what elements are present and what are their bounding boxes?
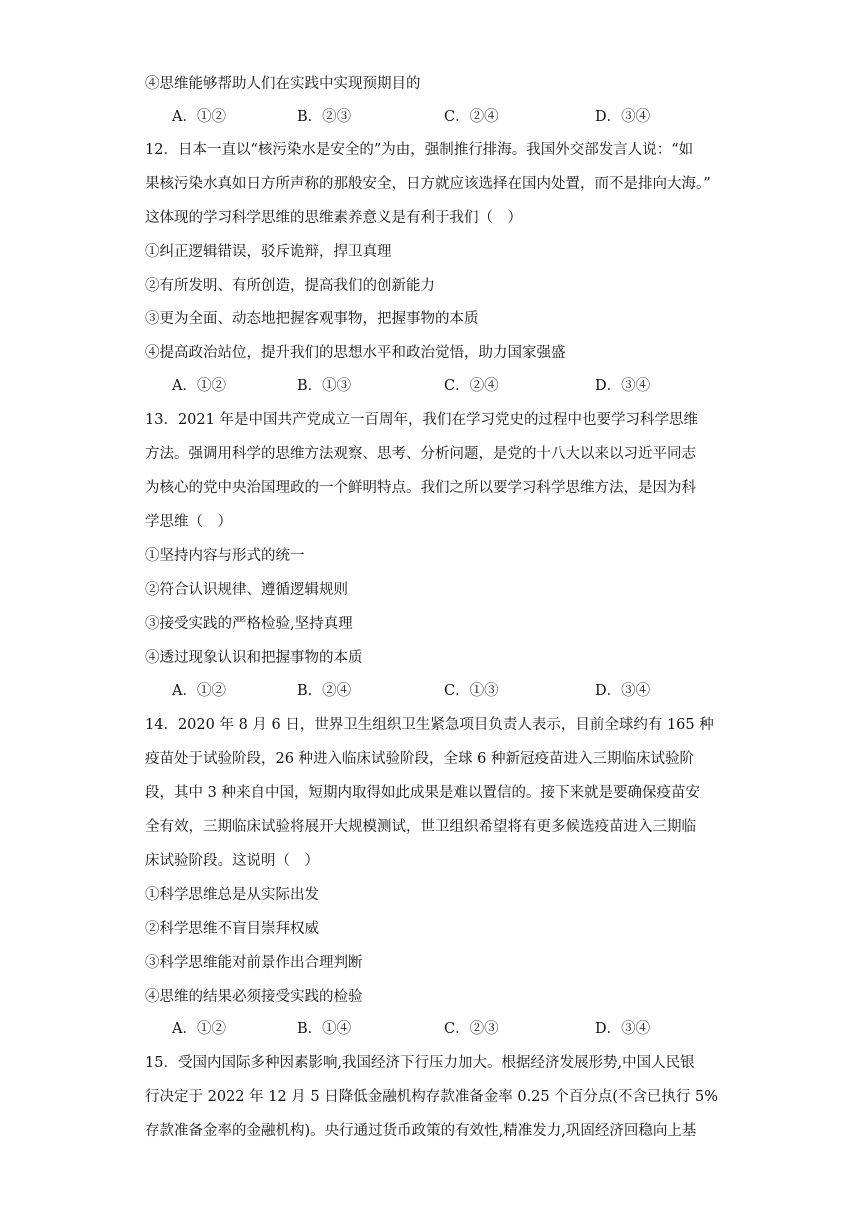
q13-options — [172, 681, 692, 701]
q11-item-4: ④思维能够帮助人们在实践中实现预期目的 — [145, 76, 421, 92]
q13-stem-line: 13．2021 年是中国共产党成立一百周年，我们在学习党史的过程中也要学习科学思维 — [145, 412, 698, 428]
q14-item-3: ③科学思维能对前景作出合理判断 — [145, 955, 363, 971]
q11-option-b: B．②③ — [297, 109, 352, 125]
q11-options — [172, 107, 692, 127]
q12-stem-line: 12．日本一直以“核污染水是安全的”为由，强制推行排海。我国外交部发言人说：“如 — [145, 142, 694, 158]
q13-option-d: D．③④ — [595, 683, 651, 699]
q12-option-d: D．③④ — [595, 378, 651, 394]
q14-options — [172, 1019, 692, 1039]
q14-stem-line: 床试验阶段。这说明（ ） — [145, 853, 319, 869]
q15-stem-line: 行决定于 2022 年 12 月 5 日降低金融机构存款准备金率 0.25 个百分点(不含已执行 5% — [145, 1089, 719, 1105]
q14-stem-line: 疫苗处于试验阶段，26 种进入临床试验阶段，全球 6 种新冠疫苗进入三期临床试验阶 — [145, 751, 695, 767]
q14-stem-line: 14．2020 年 8 月 6 日，世界卫生组织卫生紧急项目负责人表示，目前全球约有 165 种 — [145, 717, 714, 733]
q14-option-c: C．②③ — [444, 1021, 499, 1037]
q12-options — [172, 376, 692, 396]
q12-option-b: B．①③ — [297, 378, 352, 394]
q11-option-d: D．③④ — [595, 109, 651, 125]
q13-stem-line: 为核心的党中央治国理政的一个鲜明特点。我们之所以要学习科学思维方法，是因为科 — [145, 480, 696, 496]
q13-stem-line: 学思维（ ） — [145, 514, 232, 530]
q13-stem-line: 方法。强调用科学的思维方法观察、思考、分析问题，是党的十八大以来以习近平同志 — [145, 446, 696, 462]
q13-item-4: ④透过现象认识和把握事物的本质 — [145, 650, 363, 666]
q14-item-2: ②科学思维不盲目崇拜权威 — [145, 921, 319, 937]
q13-option-b: B．②④ — [297, 683, 352, 699]
q15-stem-line: 15．受国内国际多种因素影响,我国经济下行压力加大。根据经济发展形势,中国人民银 — [145, 1055, 695, 1071]
q13-item-2: ②符合认识规律、遵循逻辑规则 — [145, 582, 348, 598]
q13-option-a: A．①② — [172, 683, 226, 699]
q14-item-1: ①科学思维总是从实际出发 — [145, 887, 319, 903]
q12-item-4: ④提高政治站位，提升我们的思想水平和政治觉悟，助力国家强盛 — [145, 345, 566, 361]
q14-option-b: B．①④ — [297, 1021, 352, 1037]
q12-stem-line: 果核污染水真如日方所声称的那般安全，日方就应该选择在国内处置，而不是排向大海。” — [145, 176, 711, 192]
q12-item-1: ①纠正逻辑错误，驳斥诡辩，捍卫真理 — [145, 244, 392, 260]
q13-option-c: C．①③ — [444, 683, 499, 699]
q14-option-d: D．③④ — [595, 1021, 651, 1037]
q12-option-a: A．①② — [172, 378, 226, 394]
q11-option-c: C．②④ — [444, 109, 499, 125]
q14-option-a: A．①② — [172, 1021, 226, 1037]
q12-stem-line: 这体现的学习科学思维的思维素养意义是有利于我们（ ） — [145, 210, 522, 226]
q12-item-2: ②有所发明、有所创造，提高我们的创新能力 — [145, 278, 435, 294]
q14-stem-line: 全有效，三期临床试验将展开大规模测试，世卫组织希望将有更多候选疫苗进入三期临 — [145, 819, 696, 835]
q14-item-4: ④思维的结果必须接受实践的检验 — [145, 989, 363, 1005]
q15-stem-line: 存款准备金率的金融机构)。央行通过货币政策的有效性,精准发力,巩固经济回稳向上基 — [145, 1123, 697, 1139]
q11-option-a: A．①② — [172, 109, 226, 125]
q13-item-3: ③接受实践的严格检验,坚持真理 — [145, 616, 353, 632]
q13-item-1: ①坚持内容与形式的统一 — [145, 548, 305, 564]
q14-stem-line: 段，其中 3 种来自中国，短期内取得如此成果是难以置信的。接下来就是要确保疫苗安 — [145, 785, 700, 801]
q12-item-3: ③更为全面、动态地把握客观事物，把握事物的本质 — [145, 311, 479, 327]
q12-option-c: C．②④ — [444, 378, 499, 394]
